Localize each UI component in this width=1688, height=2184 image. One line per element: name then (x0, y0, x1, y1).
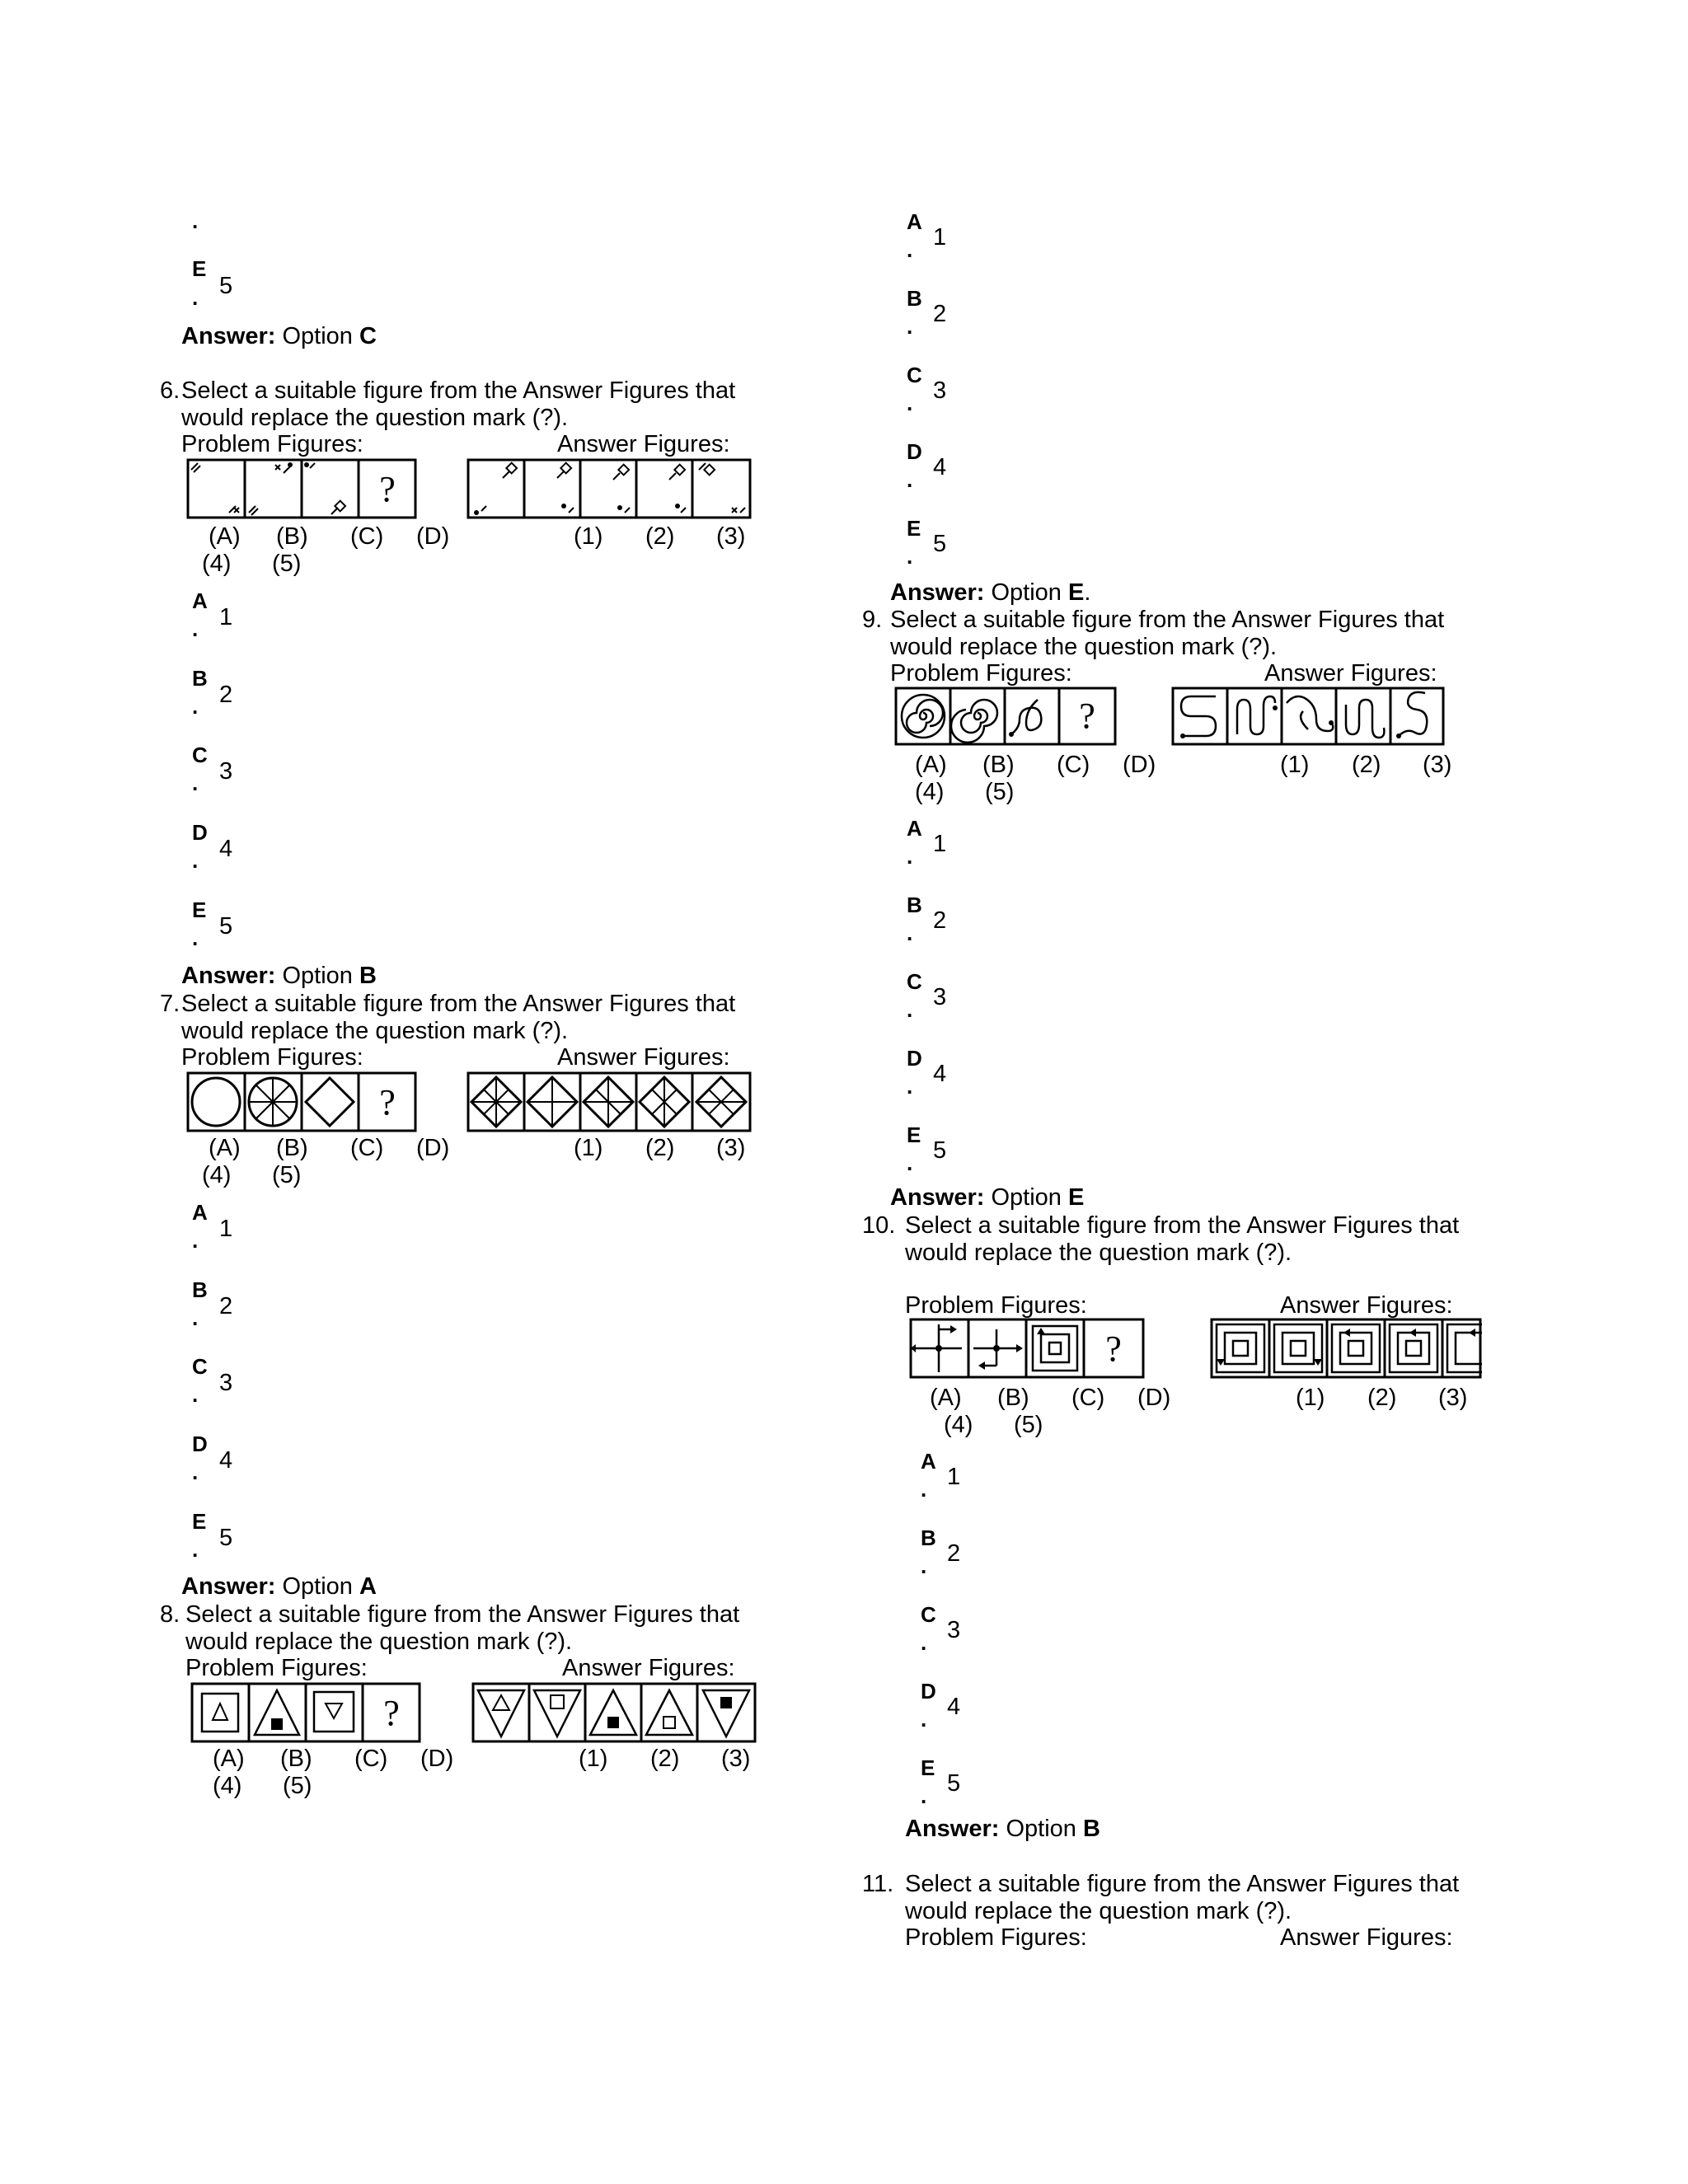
option-dot: . (192, 1382, 199, 1407)
figure-label: (3) (721, 1746, 751, 1772)
question-number: 6. (160, 377, 181, 404)
option-letter-a[interactable]: A (907, 209, 922, 234)
figure-label: (C) (1057, 752, 1090, 778)
answer-line-prev (181, 325, 377, 349)
answer-label: Answer: (181, 963, 276, 989)
figure-label: (A) (930, 1385, 962, 1411)
option-dot: . (192, 848, 199, 873)
question-number: 8. (160, 1601, 181, 1628)
question-mark: ? (1079, 696, 1095, 736)
figure-label: (1) (579, 1746, 608, 1772)
option-value-c[interactable]: 3 (933, 984, 947, 1010)
answer-letter: E (1068, 579, 1085, 606)
option-value-e[interactable]: 5 (933, 1137, 947, 1164)
question-text-line2: would replace the question mark (?). (890, 634, 1278, 660)
problem-figures-label: Problem Figures: (905, 1924, 1087, 1951)
option-letter-c[interactable]: C (192, 1354, 208, 1379)
answer-figures-label: Answer Figures: (557, 1044, 730, 1071)
answer-letter: B (1083, 1816, 1100, 1842)
figure-label: (B) (280, 1746, 312, 1772)
option-dot: . (921, 1554, 927, 1578)
figure-label: (4) (944, 1412, 973, 1438)
figure-label: (D) (416, 1135, 450, 1161)
answer-letter: B (359, 963, 377, 989)
figure-label: (4) (202, 551, 232, 577)
option-letter-d[interactable]: D (907, 1046, 922, 1071)
figure-label: (5) (1014, 1412, 1043, 1438)
figure-label: (3) (1423, 752, 1452, 778)
option-dot: . (192, 209, 199, 233)
answer-line-q7 (181, 1575, 377, 1599)
problem-figures-strip (186, 1071, 417, 1132)
option-dot: . (907, 544, 913, 569)
answer-label: Answer: (181, 1573, 276, 1600)
problem-figures-label: Problem Figures: (905, 1292, 1087, 1319)
option-letter-c[interactable]: C (907, 969, 922, 994)
figure-label: (2) (645, 523, 675, 550)
option-letter-b[interactable]: B (907, 286, 922, 311)
answer-suffix: . (1084, 579, 1091, 606)
question-text-line1: Select a suitable figure from the Answer Figures that (185, 1601, 740, 1628)
option-dot: . (192, 285, 199, 310)
option-value-b[interactable]: 2 (219, 682, 233, 708)
option-letter-a[interactable]: A (192, 588, 208, 613)
question-text-line2: would replace the question mark (?). (181, 405, 569, 431)
question-mark: ? (379, 469, 396, 509)
answer-letter: E (1068, 1184, 1085, 1211)
option-letter-e[interactable]: E (921, 1755, 935, 1780)
answer-prefix: Option (991, 1184, 1062, 1211)
answer-figures-label: Answer Figures: (1264, 660, 1437, 687)
figure-label: (5) (272, 1162, 302, 1188)
option-value-e: 5 (219, 273, 233, 299)
question-text-line1: Select a suitable figure from the Answer Figures that (905, 1871, 1460, 1897)
answer-label: Answer: (890, 579, 985, 606)
option-value-d[interactable]: 4 (933, 454, 947, 480)
figure-label: (2) (650, 1746, 680, 1772)
answer-figures-strip (467, 1071, 752, 1132)
option-value-a[interactable]: 1 (933, 224, 947, 251)
figure-label: (2) (1352, 752, 1381, 778)
answer-line-q10 (905, 1817, 1100, 1841)
figure-label: (2) (645, 1135, 675, 1161)
option-letter-a[interactable]: A (921, 1449, 936, 1474)
problem-figures-label: Problem Figures: (890, 660, 1072, 687)
figure-label: (B) (276, 1135, 308, 1161)
answer-prefix: Option (991, 579, 1062, 606)
option-dot: . (192, 1305, 199, 1330)
question-text-line1: Select a suitable figure from the Answer Figures that (890, 607, 1445, 633)
option-value-c[interactable]: 3 (219, 758, 233, 785)
question-text-line1: Select a suitable figure from the Answer Figures that (181, 377, 736, 404)
option-dot: . (921, 1783, 927, 1808)
option-dot: . (907, 314, 913, 339)
figure-label: (4) (915, 779, 945, 805)
option-dot: . (192, 1228, 199, 1253)
option-value-d[interactable]: 4 (947, 1694, 961, 1720)
option-letter-d[interactable]: D (907, 439, 922, 464)
option-letter-b[interactable]: B (921, 1526, 936, 1550)
figure-label: (3) (716, 1135, 746, 1161)
option-dot: . (192, 771, 199, 795)
figure-label: (A) (209, 1135, 241, 1161)
option-value-b[interactable]: 2 (933, 907, 947, 934)
option-letter-e[interactable]: E (192, 898, 207, 922)
question-number: 10. (862, 1212, 896, 1239)
figure-label: (A) (213, 1746, 245, 1772)
option-dot: . (907, 467, 913, 492)
figure-label: (A) (915, 752, 947, 778)
option-dot: . (192, 1537, 199, 1562)
option-value-d[interactable]: 4 (219, 1447, 233, 1474)
option-value-a[interactable]: 1 (219, 604, 233, 630)
option-dot: . (921, 1707, 927, 1732)
answer-line-q8 (890, 581, 1090, 605)
answer-figures-label: Answer Figures: (1280, 1292, 1453, 1319)
answer-prefix: Option (282, 1573, 353, 1600)
option-dot: . (192, 1460, 199, 1484)
option-dot: . (907, 921, 913, 945)
answer-figures-strip (467, 458, 752, 519)
option-letter-c[interactable]: C (907, 363, 922, 387)
option-letter-c[interactable]: C (192, 743, 208, 767)
figure-label: (5) (283, 1773, 312, 1799)
answer-line-q9 (890, 1186, 1084, 1210)
figure-label: (C) (350, 1135, 384, 1161)
option-dot: . (192, 926, 199, 950)
question-text-line2: would replace the question mark (?). (905, 1240, 1292, 1266)
question-number: 7. (160, 991, 181, 1017)
option-letter-a[interactable]: A (192, 1200, 208, 1225)
problem-figures-label: Problem Figures: (181, 431, 363, 457)
figure-label: (4) (202, 1162, 232, 1188)
option-value-d[interactable]: 4 (219, 836, 233, 862)
option-dot: . (907, 391, 913, 415)
figure-label: (1) (1296, 1385, 1325, 1411)
option-value-e[interactable]: 5 (219, 913, 233, 940)
option-letter-e: E (192, 256, 207, 281)
problem-figures-strip (909, 1318, 1145, 1379)
option-value-e[interactable]: 5 (933, 531, 947, 557)
answer-prefix: Option (282, 323, 353, 349)
problem-figures-label: Problem Figures: (185, 1655, 368, 1681)
figure-label: (B) (997, 1385, 1029, 1411)
option-letter-e[interactable]: E (192, 1509, 207, 1534)
option-letter-d[interactable]: D (192, 820, 208, 845)
option-letter-b[interactable]: B (192, 666, 208, 691)
option-value-a[interactable]: 1 (933, 831, 947, 857)
figure-label: (B) (276, 523, 308, 550)
figure-label: (B) (982, 752, 1015, 778)
answer-prefix: Option (1006, 1816, 1076, 1842)
option-value-a[interactable]: 1 (219, 1216, 233, 1242)
option-dot: . (907, 1151, 913, 1175)
problem-figures-strip (190, 1682, 421, 1743)
option-value-a[interactable]: 1 (947, 1464, 961, 1490)
question-text-line2: would replace the question mark (?). (185, 1629, 573, 1655)
question-text-line2: would replace the question mark (?). (905, 1898, 1292, 1924)
answer-figures-label: Answer Figures: (1280, 1924, 1453, 1951)
option-letter-b[interactable]: B (192, 1277, 208, 1302)
question-text-line2: would replace the question mark (?). (181, 1018, 569, 1044)
option-dot: . (907, 237, 913, 262)
figure-label: (4) (213, 1773, 242, 1799)
answer-figures-label: Answer Figures: (562, 1655, 735, 1681)
option-dot: . (907, 1074, 913, 1099)
option-dot: . (907, 844, 913, 869)
question-text-line1: Select a suitable figure from the Answer Figures that (181, 991, 736, 1017)
option-value-b[interactable]: 2 (219, 1293, 233, 1319)
figure-label: (D) (1123, 752, 1156, 778)
answer-letter: C (359, 323, 377, 349)
figure-label: (C) (354, 1746, 388, 1772)
option-dot: . (192, 694, 199, 719)
figure-label: (D) (420, 1746, 454, 1772)
problem-figures-strip (894, 687, 1117, 746)
answer-line-q6 (181, 964, 377, 988)
option-letter-a[interactable]: A (907, 816, 922, 841)
problem-figures-label: Problem Figures: (181, 1044, 363, 1071)
figure-label: (3) (1438, 1385, 1468, 1411)
option-letter-e[interactable]: E (907, 1122, 921, 1147)
figure-label: (1) (574, 1135, 603, 1161)
option-value-b[interactable]: 2 (947, 1540, 961, 1567)
option-dot: . (192, 616, 199, 641)
figure-label: (C) (1071, 1385, 1105, 1411)
answer-letter: A (359, 1573, 377, 1600)
answer-figures-strip (1210, 1318, 1482, 1379)
figure-label: (5) (272, 551, 302, 577)
figure-label: (A) (209, 523, 241, 550)
question-mark: ? (379, 1082, 396, 1122)
figure-label: (1) (574, 523, 603, 550)
figure-label: (5) (985, 779, 1015, 805)
figure-label: (2) (1367, 1385, 1397, 1411)
option-letter-e[interactable]: E (907, 516, 921, 541)
question-number: 11. (862, 1871, 894, 1897)
figure-label: (D) (416, 523, 450, 550)
question-mark: ? (1105, 1329, 1122, 1369)
option-letter-d[interactable]: D (921, 1679, 936, 1704)
answer-label: Answer: (905, 1816, 1000, 1842)
answer-label: Answer: (890, 1184, 985, 1211)
figure-label: (3) (716, 523, 746, 550)
figure-label: (C) (350, 523, 384, 550)
question-number: 9. (862, 607, 883, 633)
option-value-b[interactable]: 2 (933, 301, 947, 327)
option-letter-b[interactable]: B (907, 893, 922, 917)
answer-figures-strip (1171, 687, 1445, 746)
option-letter-d[interactable]: D (192, 1432, 208, 1456)
option-value-e[interactable]: 5 (947, 1770, 961, 1797)
question-mark: ? (383, 1693, 400, 1733)
option-value-c[interactable]: 3 (947, 1617, 961, 1643)
option-value-c[interactable]: 3 (219, 1370, 233, 1396)
problem-figures-strip (186, 458, 417, 519)
answer-label: Answer: (181, 323, 276, 349)
option-dot: . (907, 997, 913, 1022)
option-dot: . (921, 1630, 927, 1655)
option-dot: . (921, 1477, 927, 1502)
figure-label: (1) (1280, 752, 1310, 778)
option-value-e[interactable]: 5 (219, 1525, 233, 1551)
answer-prefix: Option (282, 963, 353, 989)
answer-figures-label: Answer Figures: (557, 431, 730, 457)
answer-figures-strip (471, 1682, 757, 1743)
option-value-c[interactable]: 3 (933, 377, 947, 404)
option-value-d[interactable]: 4 (933, 1061, 947, 1087)
option-letter-c[interactable]: C (921, 1602, 936, 1627)
figure-label: (D) (1137, 1385, 1171, 1411)
question-text-line1: Select a suitable figure from the Answer Figures that (905, 1212, 1460, 1239)
